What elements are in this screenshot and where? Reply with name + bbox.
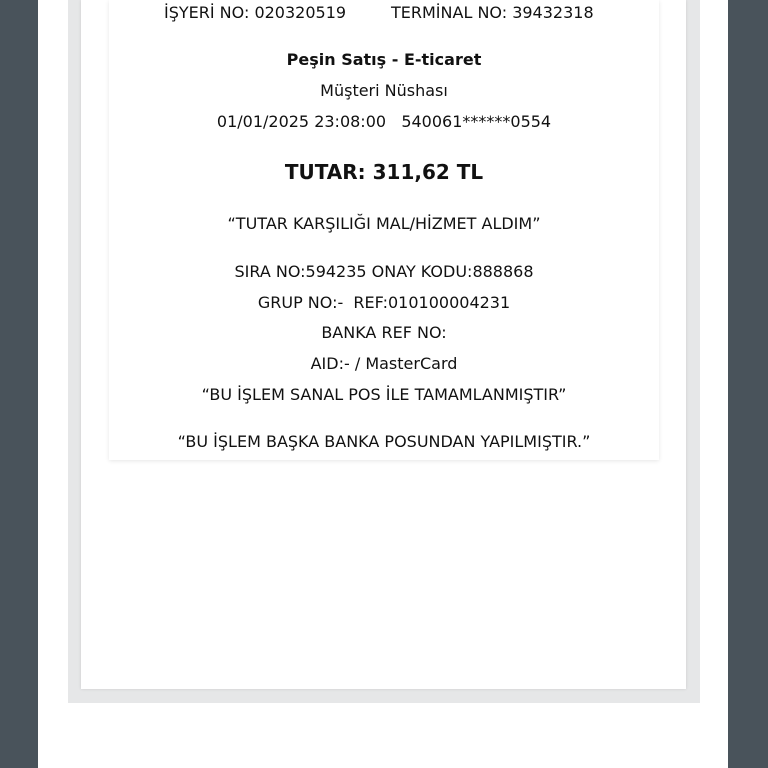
sequence-approval: SIRA NO:594235 ONAY KODU:888868 [234, 262, 534, 281]
acknowledgement: “TUTAR KARŞILIĞI MAL/HİZMET ALDIM” [227, 214, 541, 233]
copy-type: Müşteri Nüshası [320, 81, 448, 100]
virtual-pos-note: “BU İŞLEM SANAL POS İLE TAMAMLANMIŞTIR” [201, 385, 567, 404]
date-time-card-number: 01/01/2025 23:08:00 540061******0554 [216, 112, 552, 131]
bank-ref: BANKA REF NO: [321, 323, 447, 342]
amount: TUTAR: 311,62 TL [284, 160, 484, 184]
aid-card: AID:- / MasterCard [310, 354, 458, 373]
group-ref: GRUP NO:- REF:010100004231 [257, 293, 511, 312]
other-bank-note: “BU İŞLEM BAŞKA BANKA POSUNDAN YAPILMIŞTIR.” [177, 432, 591, 451]
transaction-type: Peşin Satış - E-ticaret [286, 50, 482, 69]
terminal-number: TERMİNAL NO: 39432318 [391, 3, 594, 22]
merchant-number: İŞYERİ NO: 020320519 [164, 3, 347, 22]
receipt [109, 0, 659, 460]
